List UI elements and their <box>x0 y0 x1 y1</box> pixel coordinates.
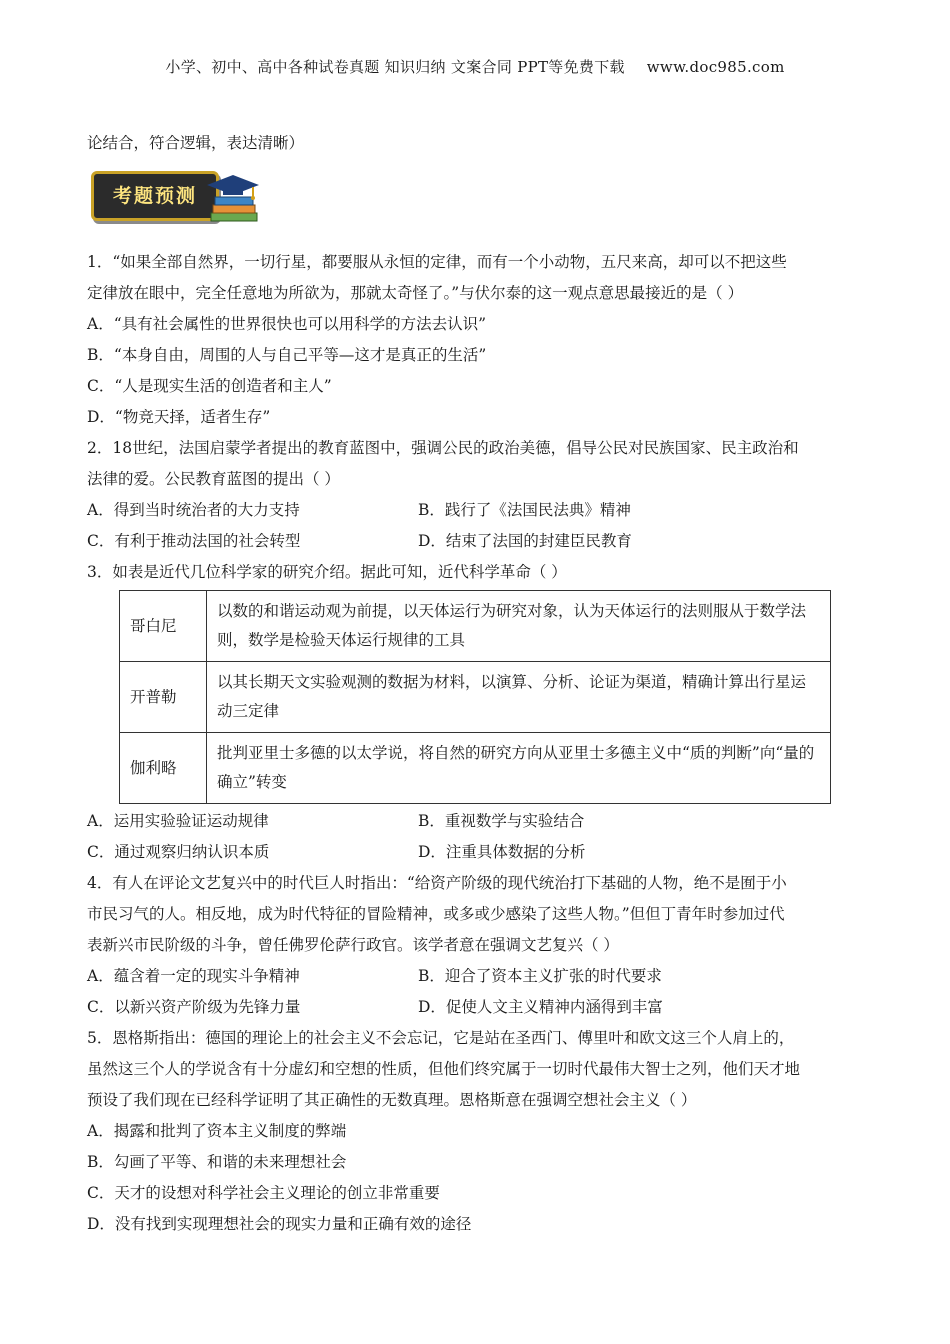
intro-line: 论结合，符合逻辑，表达清晰） <box>87 134 305 152</box>
q5-stem-line3: 预设了我们现在已经科学证明了其正确性的无数真理。恩格斯意在强调空想社会主义（ ） <box>87 1091 697 1109</box>
q3-option-d[interactable]: D．注重具体数据的分析 <box>418 843 586 861</box>
badge-label: 考题预测 <box>112 185 197 207</box>
q4-stem-line1: 4．有人在评论文艺复兴中的时代巨人时指出：“给资产阶级的现代统治打下基础的人物，绝不是囿于小 <box>87 874 787 892</box>
graduation-books-icon <box>205 173 261 227</box>
document-body <box>87 128 867 1240</box>
q4-stem-line2: 市民习气的人。相反地，成为时代特征的冒险精神，或多或少感染了这些人物。”但但丁青年时参加过代 <box>87 905 785 923</box>
q4-stem-line3: 表新兴市民阶级的斗争，曾任佛罗伦萨行政官。该学者意在强调文艺复兴（ ） <box>87 936 619 954</box>
q5-option-a[interactable]: A．揭露和批判了资本主义制度的弊端 <box>87 1122 347 1140</box>
page-header <box>0 56 950 77</box>
q5-option-c[interactable]: C．天才的设想对科学社会主义理论的创立非常重要 <box>87 1184 440 1202</box>
q2-stem-line2: 法律的爱。公民教育蓝图的提出（ ） <box>87 470 340 488</box>
q4-option-b[interactable]: B．迎合了资本主义扩张的时代要求 <box>418 967 662 985</box>
q2-option-d[interactable]: D．结束了法国的封建臣民教育 <box>418 532 632 550</box>
q1-option-d[interactable]: D．“物竞天择，适者生存” <box>87 408 271 426</box>
q2-option-a[interactable]: A．得到当时统治者的大力支持 <box>87 501 300 519</box>
scientist-desc: 以数的和谐运动观为前提，以天体运行为研究对象，认为天体运行的法则服从于数学法则，数学是检验天体运行规律的工具 <box>207 591 831 662</box>
q3-stem-line1: 3．如表是近代几位科学家的研究介绍。据此可知，近代科学革命（ ） <box>87 563 567 581</box>
header-text: 小学、初中、高中各种试卷真题 知识归纳 文案合同 PPT等免费下载 <box>165 58 625 76</box>
q5-stem-line2: 虽然这三个人的学说含有十分虚幻和空想的性质，但他们终究属于一切时代最伟大智士之列，他们天才地 <box>87 1060 801 1078</box>
table-row <box>120 591 831 662</box>
q1-stem-line2: 定律放在眼中，完全任意地为所欲为，那就太奇怪了。”与伏尔泰的这一观点意思最接近的是（ ） <box>87 284 744 302</box>
header-url[interactable]: www.doc985.com <box>646 58 785 76</box>
scientist-name: 哥白尼 <box>120 591 207 662</box>
q3-options-row1 <box>87 806 867 837</box>
q4-options-row2 <box>87 992 867 1023</box>
q1-stem-line1: 1．“如果全部自然界，一切行星，都要服从永恒的定律，而有一个小动物，五尺来高，却可以不把这些 <box>87 253 787 271</box>
scientist-name: 伽利略 <box>120 733 207 804</box>
q2-options-row2 <box>87 526 867 557</box>
q5-option-d[interactable]: D．没有找到实现理想社会的现实力量和正确有效的途径 <box>87 1215 472 1233</box>
table-row <box>120 662 831 733</box>
q1-option-b[interactable]: B．“本身自由，周围的人与自己平等—这才是真正的生活” <box>87 346 487 364</box>
scientist-desc: 批判亚里士多德的以太学说，将自然的研究方向从亚里士多德主义中“质的判断”向“量的确立”转变 <box>207 733 831 804</box>
q3-option-a[interactable]: A．运用实验验证运动规律 <box>87 812 269 830</box>
q2-option-b[interactable]: B．践行了《法国民法典》精神 <box>418 501 631 519</box>
q3-options-row2 <box>87 837 867 868</box>
q4-option-d[interactable]: D．促使人文主义精神内涵得到丰富 <box>418 998 663 1016</box>
q5-option-b[interactable]: B．勾画了平等、和谐的未来理想社会 <box>87 1153 347 1171</box>
table-row <box>120 733 831 804</box>
q2-options-row1 <box>87 495 867 526</box>
q4-option-c[interactable]: C．以新兴资产阶级为先锋力量 <box>87 998 301 1016</box>
scientist-table <box>119 590 831 804</box>
q3-option-b[interactable]: B．重视数学与实验结合 <box>418 812 585 830</box>
q4-options-row1 <box>87 961 867 992</box>
scientist-desc: 以其长期天文实验观测的数据为材料，以演算、分析、论证为渠道，精确计算出行星运动三定律 <box>207 662 831 733</box>
q2-option-c[interactable]: C．有利于推动法国的社会转型 <box>87 532 301 550</box>
q1-option-c[interactable]: C．“人是现实生活的创造者和主人” <box>87 377 332 395</box>
q4-option-a[interactable]: A．蕴含着一定的现实斗争精神 <box>87 967 300 985</box>
q1-option-a[interactable]: A．“具有社会属性的世界很快也可以用科学的方法去认识” <box>87 315 487 333</box>
q3-option-c[interactable]: C．通过观察归纳认识本质 <box>87 843 270 861</box>
q5-stem-line1: 5．恩格斯指出：德国的理论上的社会主义不会忘记，它是站在圣西门、傅里叶和欧文这三个人肩上的， <box>87 1029 795 1047</box>
section-badge <box>87 167 867 233</box>
scientist-name: 开普勒 <box>120 662 207 733</box>
badge-plate <box>91 171 219 221</box>
q2-stem-line1: 2．18世纪，法国启蒙学者提出的教育蓝图中，强调公民的政治美德，倡导公民对民族国家、民主政治和 <box>87 439 799 457</box>
